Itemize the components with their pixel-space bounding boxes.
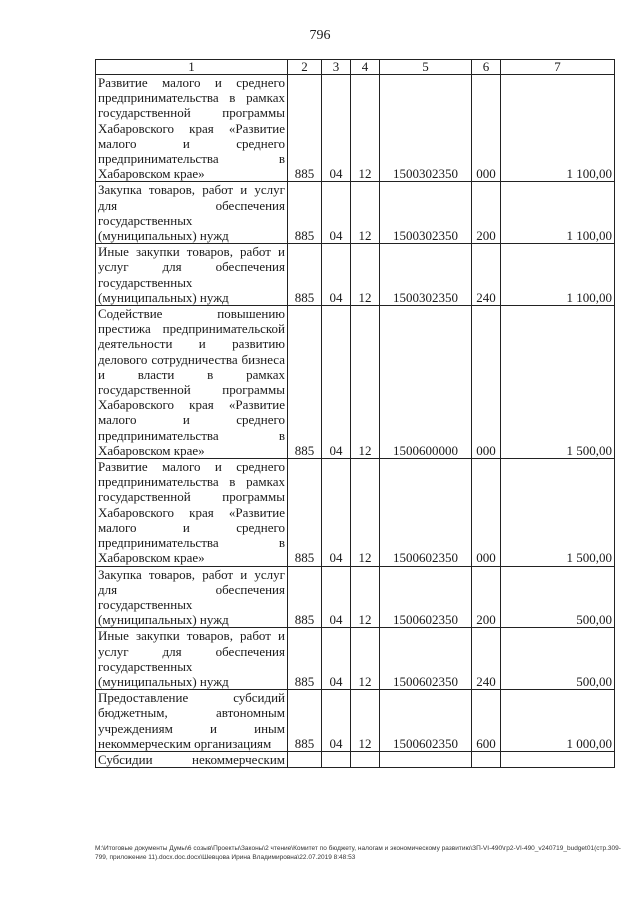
row-name-cell: Развитие малого и среднего предпринимательства в рамках государственной программы Хабаровского края «Развитие малого и среднего предпринимательства в Хабаровском крае»	[96, 75, 288, 182]
section-cell: 04	[322, 566, 351, 628]
subsection-cell: 12	[351, 690, 380, 752]
empty-cell	[288, 751, 322, 767]
target-article-cell: 1500302350	[380, 75, 472, 182]
row-name-cell: Закупка товаров, работ и услуг для обеспечения государственных (муниципальных) нужд	[96, 182, 288, 244]
subsection-cell: 12	[351, 459, 380, 566]
amount-cell: 1 500,00	[501, 306, 615, 459]
page-number: 796	[309, 28, 331, 43]
empty-cell	[322, 751, 351, 767]
target-article-cell: 1500302350	[380, 244, 472, 306]
amount-cell: 500,00	[501, 566, 615, 628]
table-row	[96, 459, 615, 566]
column-header: 7	[501, 60, 615, 75]
budget-table	[95, 59, 615, 768]
admin-code-cell: 885	[288, 182, 322, 244]
row-name-cell: Иные закупки товаров, работ и услуг для обеспечения государственных (муниципальных) нужд	[96, 628, 288, 690]
empty-cell	[501, 751, 615, 767]
table-row	[96, 306, 615, 459]
amount-cell: 1 100,00	[501, 75, 615, 182]
subsection-cell: 12	[351, 306, 380, 459]
row-name-cell: Закупка товаров, работ и услуг для обеспечения государственных (муниципальных) нужд	[96, 566, 288, 628]
section-cell: 04	[322, 628, 351, 690]
admin-code-cell: 885	[288, 306, 322, 459]
section-cell: 04	[322, 459, 351, 566]
row-name-cell: Содействие повышению престижа предпринимательской деятельности и развитию делового сотрудничества бизнеса и власти в рамках государственной программы Хабаровского края «Развитие малого и среднего предпринимательства в Хабаровском крае»	[96, 306, 288, 459]
amount-cell: 500,00	[501, 628, 615, 690]
column-header: 4	[351, 60, 380, 75]
expense-type-cell: 000	[472, 459, 501, 566]
subsection-cell: 12	[351, 244, 380, 306]
target-article-cell: 1500602350	[380, 459, 472, 566]
subsection-cell: 12	[351, 628, 380, 690]
table-row	[96, 75, 615, 182]
row-name-cell: Субсидии некоммерческим	[96, 751, 288, 767]
amount-cell: 1 000,00	[501, 690, 615, 752]
subsection-cell: 12	[351, 75, 380, 182]
expense-type-cell: 600	[472, 690, 501, 752]
row-name-cell: Иные закупки товаров, работ и услуг для обеспечения государственных (муниципальных) нужд	[96, 244, 288, 306]
expense-type-cell: 000	[472, 75, 501, 182]
table-row	[96, 566, 615, 628]
target-article-cell: 1500602350	[380, 628, 472, 690]
target-article-cell: 1500302350	[380, 182, 472, 244]
expense-type-cell: 000	[472, 306, 501, 459]
amount-cell: 1 100,00	[501, 244, 615, 306]
column-header: 5	[380, 60, 472, 75]
row-name-cell: Развитие малого и среднего предпринимательства в рамках государственной программы Хабаровского края «Развитие малого и среднего предпринимательства в Хабаровском крае»	[96, 459, 288, 566]
target-article-cell: 1500602350	[380, 690, 472, 752]
admin-code-cell: 885	[288, 566, 322, 628]
section-cell: 04	[322, 244, 351, 306]
admin-code-cell: 885	[288, 244, 322, 306]
empty-cell	[351, 751, 380, 767]
table-row	[96, 182, 615, 244]
column-header: 6	[472, 60, 501, 75]
table-row	[96, 244, 615, 306]
admin-code-cell: 885	[288, 628, 322, 690]
amount-cell: 1 100,00	[501, 182, 615, 244]
table-header-row	[96, 60, 615, 75]
section-cell: 04	[322, 306, 351, 459]
admin-code-cell: 885	[288, 459, 322, 566]
expense-type-cell: 240	[472, 244, 501, 306]
expense-type-cell: 240	[472, 628, 501, 690]
table-row-partial	[96, 751, 615, 767]
admin-code-cell: 885	[288, 75, 322, 182]
subsection-cell: 12	[351, 182, 380, 244]
admin-code-cell: 885	[288, 690, 322, 752]
section-cell: 04	[322, 182, 351, 244]
target-article-cell: 1500600000	[380, 306, 472, 459]
section-cell: 04	[322, 690, 351, 752]
column-header: 2	[288, 60, 322, 75]
row-name-cell: Предоставление субсидий бюджетным, автономным учреждениям и иным некоммерческим организациям	[96, 690, 288, 752]
empty-cell	[472, 751, 501, 767]
table-row	[96, 628, 615, 690]
expense-type-cell: 200	[472, 182, 501, 244]
column-header: 3	[322, 60, 351, 75]
expense-type-cell: 200	[472, 566, 501, 628]
target-article-cell: 1500602350	[380, 566, 472, 628]
amount-cell: 1 500,00	[501, 459, 615, 566]
section-cell: 04	[322, 75, 351, 182]
table-row	[96, 690, 615, 752]
document-footer-path: М:\Итоговые документы Думы\6 созыв\Проекты\Законы\2 чтение\Комитет по бюджету, налогам и экономическому развитию\ЗП-VI-490\гр2-VI-490_v240719_budget01(стр.309-799, приложение 11).docx.doc.docx\Шевцова Ирина Владимировна\22.07.2019 8:48:53	[95, 845, 621, 861]
empty-cell	[380, 751, 472, 767]
column-header: 1	[96, 60, 288, 75]
subsection-cell: 12	[351, 566, 380, 628]
